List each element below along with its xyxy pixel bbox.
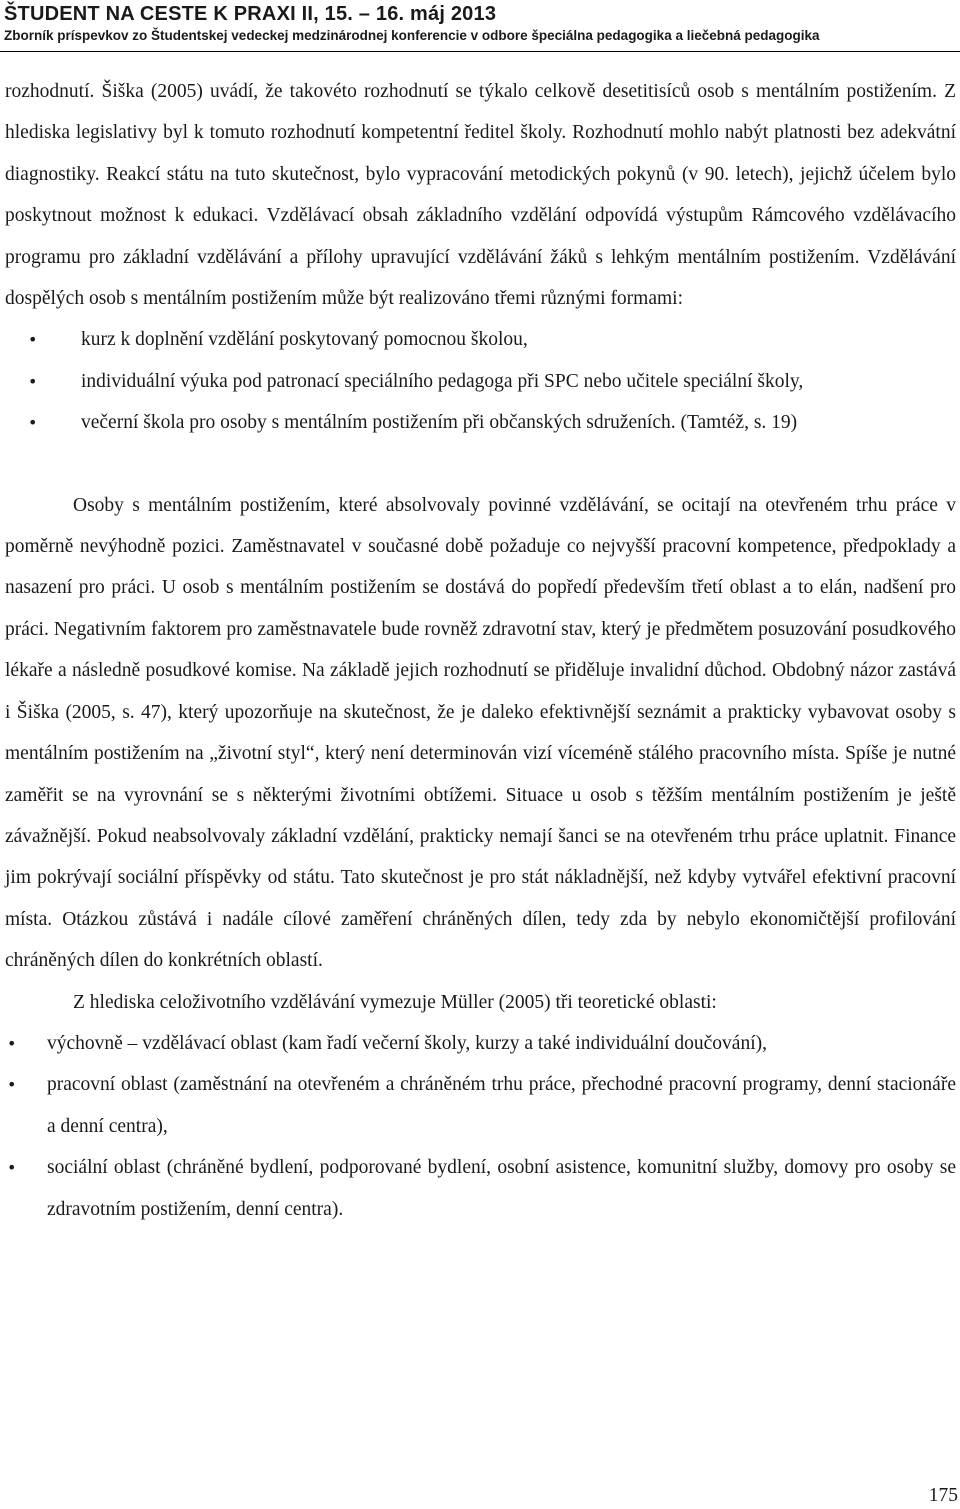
list-item: • kurz k doplnění vzdělání poskytovaný pomocnou školou, bbox=[81, 319, 956, 360]
paragraph-lifelong-learning: Z hlediska celoživotního vzdělávání vymezuje Müller (2005) tři teoretické oblasti: bbox=[73, 991, 717, 1013]
paragraph-employment: Osoby s mentálním postižením, které absolvovaly povinné vzdělávání, se ocitají na otevřeném trhu práce v poměrně nevýhodně pozici. Zaměstnavatel v současné době požaduje co nejvyšší pracovní kompetence, předpoklady a nasazení pro práci. U osob s mentálním postižením se dostává do popředí především třetí oblast a to elán, nadšení pro práci. Negativním faktorem pro zaměstnavatele bude rovněž zdravotní stav, který je předmětem posuzování posudkového lékaře a následně posudkové komise. Na základě jejich rozhodnutí se přiděluje invalidní důchod. Obdobný názor zastává i Šiška (2005, s. 47), který upozorňuje na skutečnost, že je daleko efektivnější seznámit a prakticky vybavovat osoby s mentálním postižením na „životní styl“, který není determinován vizí víceméně stálého pracovního místa. Spíše je nutné zaměřit se na vyrovnání se s některými životními obtížemi. Situace u osob s těžším mentálním postižením je ještě závažnější. Pokud neabsolvovaly základní vzdělání, prakticky nemají šanci se na otevřeném trhu práce uplatnit. Finance jim pokrývají sociální příspěvky od státu. Tato skutečnost je pro stát nákladnější, než kdyby vytvářel efektivní pracovní místa. Otázkou zůstává i nadále cílové zaměření chráněných dílen, tedy zda by nebylo ekonomičtější profilování chráněných dílen do konkrétních oblastí. bbox=[5, 494, 956, 972]
header-subtitle: Zborník príspevkov zo Študentskej vedeckej medzinárodnej konferencie v odbore špeciálna pedagogika a liečebná pedagogika bbox=[4, 28, 820, 43]
page-number: 175 bbox=[928, 1485, 958, 1506]
education-forms-list bbox=[5, 319, 956, 443]
document-body bbox=[5, 71, 956, 1230]
theoretical-areas-list bbox=[5, 1023, 956, 1230]
paragraph-intro: rozhodnutí. Šiška (2005) uvádí, že takovéto rozhodnutí se týkalo celkově desetitisíců osob s mentálním postižením. Z hlediska legislativy byl k tomuto rozhodnutí kompetentní ředitel školy. Rozhodnutí mohlo nabýt platnosti bez adekvátní diagnostiky. Reakcí státu na tuto skutečnost, bylo vypracování metodických pokynů (v 90. letech), jejichž účelem bylo poskytnout možnost k edukaci. Vzdělávací obsah základního vzdělání odpovídá výstupům Rámcového vzdělávacího programu pro základní vzdělávání a přílohy upravující vzdělávání žáků s lehkým mentálním postižením. Vzdělávání dospělých osob s mentálním postižením může být realizováno třemi různými formami: bbox=[5, 81, 956, 310]
list-item: • individuální výuka pod patronací speciálního pedagoga při SPC nebo učitele speciální školy, bbox=[81, 361, 956, 402]
list-item: • výchovně – vzdělávací oblast (kam řadí večerní školy, kurzy a také individuální doučování), bbox=[47, 1023, 956, 1064]
header-divider bbox=[0, 51, 960, 52]
page-header bbox=[4, 2, 956, 46]
list-item: • večerní škola pro osoby s mentálním postižením při občanských sdruženích. (Tamtéž, s. 19) bbox=[81, 402, 956, 443]
list-item: • sociální oblast (chráněné bydlení, podporované bydlení, osobní asistence, komunitní služby, domovy pro osoby se zdravotním postižením, denní centra). bbox=[47, 1147, 956, 1230]
list-item: • pracovní oblast (zaměstnání na otevřeném a chráněném trhu práce, přechodné pracovní programy, denní stacionáře a denní centra), bbox=[47, 1064, 956, 1147]
paragraph-spacer bbox=[5, 444, 956, 485]
header-title: ŠTUDENT NA CESTE K PRAXI II, 15. – 16. máj 2013 bbox=[4, 3, 497, 25]
